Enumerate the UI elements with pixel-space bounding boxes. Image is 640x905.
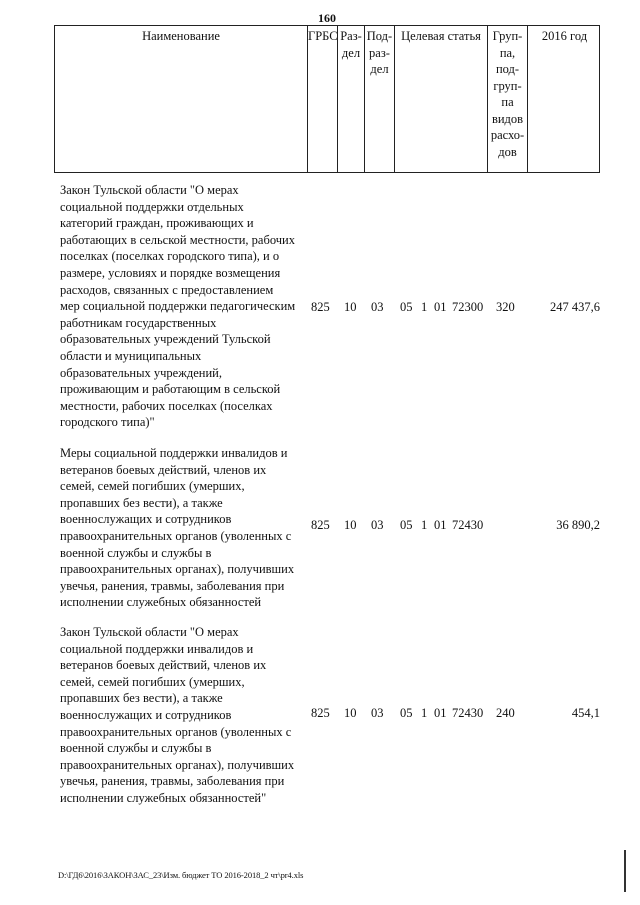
header-podrazdel: Под- раз- дел	[364, 26, 394, 172]
row-grbs: 825	[311, 706, 330, 720]
row-razdel: 10	[344, 518, 357, 532]
page-number: 160	[318, 11, 336, 25]
row-amount: 247 437,6	[550, 300, 600, 314]
row-cs-direction: 72430	[452, 706, 484, 720]
row-razdel: 10	[344, 300, 357, 314]
row-cs-direction: 72430	[452, 518, 484, 532]
row-cs-subprogram: 1	[421, 300, 428, 314]
header-grbs: ГРБС	[307, 26, 337, 172]
table-row	[54, 182, 600, 432]
row-cs-subprogram: 1	[421, 706, 428, 720]
binding-mark	[624, 850, 626, 892]
table-row	[54, 445, 600, 615]
table-row	[54, 624, 600, 809]
row-cs-program: 05	[400, 518, 413, 532]
footer-file-path: D:\ГД6\2016\ЗАКОН\ЗАС_23\Изм. бюджет ТО 2016-2018_2 чт\pr4.xls	[58, 870, 304, 880]
row-cs-direction: 72300	[452, 300, 484, 314]
row-cs-program: 05	[400, 706, 413, 720]
row-grbs: 825	[311, 518, 330, 532]
header-name: Наименование	[142, 29, 220, 43]
row-vid: 320	[496, 300, 515, 314]
row-name: Меры социальной поддержки инвалидов и ветеранов боевых действий, членов их семей, семей погибших (умерших, пропавших без вести), а также военнослужащих и сотрудников правоохранительных органов (уволенных с военной службы и службы в правоохранительных органах), получивших увечья, ранения, травмы, заболевания при исполнении служебных обязанностей	[60, 446, 295, 610]
header-year: 2016 год	[527, 26, 601, 172]
row-cs-program: 05	[400, 300, 413, 314]
row-razdel: 10	[344, 706, 357, 720]
row-vid: 240	[496, 706, 515, 720]
row-podrazdel: 03	[371, 300, 384, 314]
row-amount: 36 890,2	[556, 518, 600, 532]
row-grbs: 825	[311, 300, 330, 314]
row-amount: 454,1	[571, 706, 600, 720]
row-podrazdel: 03	[371, 706, 384, 720]
row-cs-event: 01	[434, 518, 447, 532]
row-name: Закон Тульской области "О мерах социальной поддержки инвалидов и ветеранов боевых действий, членов их семей, семей погибших (умерших, пропавших без вести), а также военнослужащих и сотрудников правоохранительных органов (уволенных с военной службы и службы в правоохранительных органах), получивших увечья, ранения, травмы, заболевания при исполнении служебных обязанностей"	[60, 625, 295, 805]
row-cs-event: 01	[434, 300, 447, 314]
row-podrazdel: 03	[371, 518, 384, 532]
header-gruppa-vidov: Груп- па, под- груп- па видов расхо- дов	[487, 26, 527, 172]
row-cs-event: 01	[434, 706, 447, 720]
table-header	[54, 25, 600, 173]
header-celevaya-statya: Целевая статья	[394, 26, 487, 172]
row-name: Закон Тульской области "О мерах социальной поддержки отдельных категорий граждан, проживающих и работающих в сельской местности, рабочих поселках (поселках городского типа), и о размере, условиях и порядке возмещения расходов, связанных с предоставлением мер социальной поддержки педагогическим работникам государственных образовательных учреждений Тульской области и муниципальных образовательных учреждений, проживающим и работающим в сельской местности, рабочих поселках (поселках городского типа)"	[60, 183, 296, 430]
row-cs-subprogram: 1	[421, 518, 428, 532]
header-razdel: Раз- дел	[337, 26, 364, 172]
